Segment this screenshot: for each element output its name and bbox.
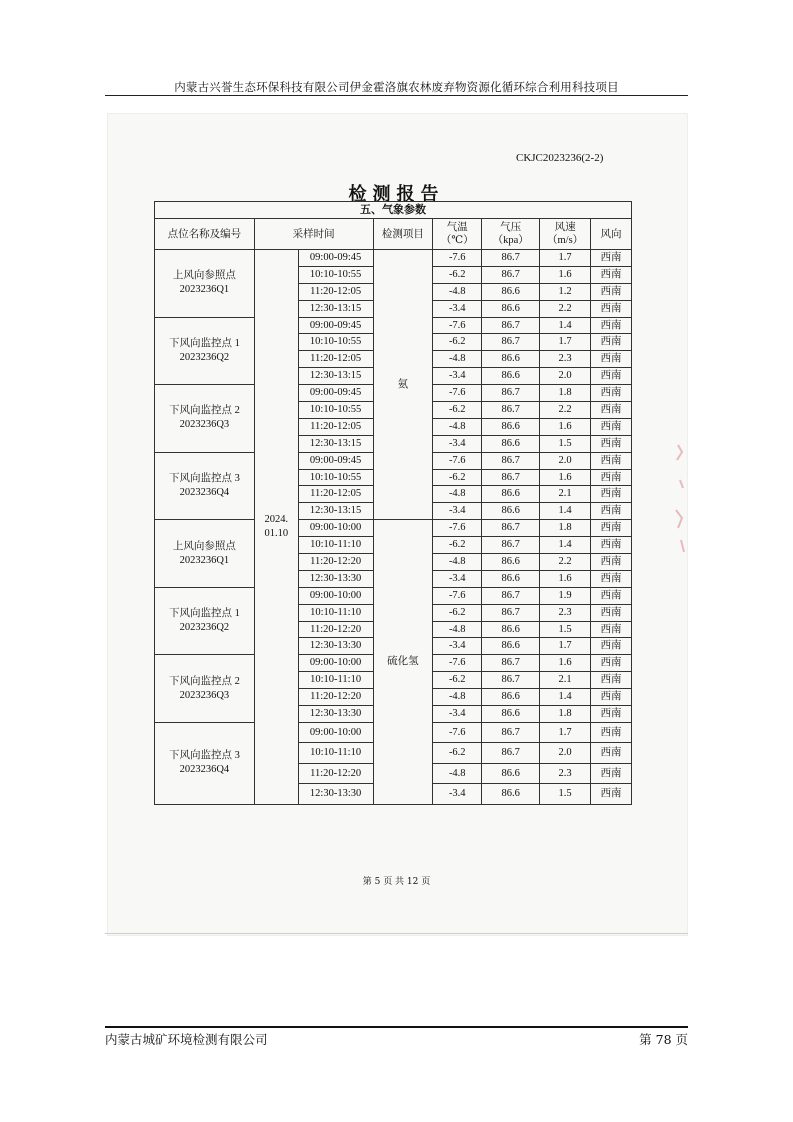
temperature-cell: -3.4 [433,706,482,723]
wind-direction-cell: 西南 [591,655,632,672]
wind-speed-cell: 2.0 [540,452,591,469]
pressure-cell: 86.6 [482,283,540,300]
temperature-cell: -7.6 [433,250,482,267]
wind-speed-cell: 2.0 [540,743,591,764]
sampling-time: 10:10-10:55 [298,334,373,351]
test-item: 硫化氢 [373,520,433,805]
sampling-time: 09:00-10:00 [298,655,373,672]
temperature-cell: -7.6 [433,655,482,672]
temperature-cell: -3.4 [433,784,482,805]
pressure-cell: 86.6 [482,784,540,805]
pressure-cell: 86.6 [482,706,540,723]
temperature-cell: -7.6 [433,385,482,402]
column-header: 点位名称及编号 [155,219,255,250]
temperature-cell: -3.4 [433,638,482,655]
temperature-cell: -6.2 [433,743,482,764]
wind-direction-cell: 西南 [591,283,632,300]
sampling-point-name: 下风向监控点 2 2023236Q3 [155,655,255,723]
temperature-cell: -6.2 [433,469,482,486]
pressure-cell: 86.7 [482,452,540,469]
temperature-cell: -7.6 [433,452,482,469]
column-header: 气压 （kpa） [482,219,540,250]
column-header: 风速 （m/s） [540,219,591,250]
wind-direction-cell: 西南 [591,368,632,385]
pressure-cell: 86.6 [482,486,540,503]
sampling-time: 10:10-11:10 [298,537,373,554]
table-row [155,250,632,267]
sampling-time: 11:20-12:05 [298,351,373,368]
wind-direction-cell: 西南 [591,452,632,469]
sampling-time: 12:30-13:30 [298,784,373,805]
wind-direction-cell: 西南 [591,604,632,621]
pressure-cell: 86.7 [482,469,540,486]
temperature-cell: -7.6 [433,317,482,334]
wind-direction-cell: 西南 [591,689,632,706]
temperature-cell: -3.4 [433,503,482,520]
header-rule [105,95,688,96]
wind-direction-cell: 西南 [591,706,632,723]
pressure-cell: 86.6 [482,621,540,638]
wind-speed-cell: 1.5 [540,784,591,805]
wind-direction-cell: 西南 [591,469,632,486]
test-item: 氨 [373,250,433,520]
scan-edge [105,933,688,934]
wind-speed-cell: 1.8 [540,520,591,537]
pressure-cell: 86.6 [482,689,540,706]
sampling-point-name: 下风向监控点 2 2023236Q3 [155,385,255,453]
sampling-point-name: 上风向参照点 2023236Q1 [155,520,255,588]
sampling-time: 12:30-13:15 [298,368,373,385]
temperature-cell: -4.8 [433,486,482,503]
pressure-cell: 86.7 [482,520,540,537]
temperature-cell: -3.4 [433,435,482,452]
sampling-time: 10:10-11:10 [298,672,373,689]
wind-speed-cell: 1.8 [540,385,591,402]
wind-speed-cell: 1.8 [540,706,591,723]
meteorological-parameters-table [154,201,632,805]
temperature-cell: -3.4 [433,300,482,317]
sampling-time: 10:10-10:55 [298,402,373,419]
sampling-time: 11:20-12:20 [298,763,373,784]
sampling-time: 10:10-11:10 [298,604,373,621]
sampling-time: 11:20-12:05 [298,486,373,503]
temperature-cell: -7.6 [433,722,482,743]
pressure-cell: 86.6 [482,300,540,317]
temperature-cell: -7.6 [433,587,482,604]
wind-speed-cell: 1.5 [540,435,591,452]
pressure-cell: 86.7 [482,743,540,764]
sampling-time: 12:30-13:15 [298,435,373,452]
column-header: 采样时间 [254,219,373,250]
temperature-cell: -6.2 [433,537,482,554]
table-row [155,520,632,537]
temperature-cell: -4.8 [433,554,482,571]
wind-direction-cell: 西南 [591,486,632,503]
sampling-time: 12:30-13:30 [298,638,373,655]
temperature-cell: -4.8 [433,621,482,638]
pressure-cell: 86.6 [482,368,540,385]
sampling-time: 11:20-12:20 [298,621,373,638]
sampling-time: 09:00-10:00 [298,520,373,537]
pressure-cell: 86.6 [482,638,540,655]
sampling-time: 09:00-10:00 [298,722,373,743]
report-title: 检测报告 [348,184,445,205]
pressure-cell: 86.7 [482,537,540,554]
wind-direction-cell: 西南 [591,621,632,638]
wind-direction-cell: 西南 [591,763,632,784]
report-page-indicator: 第 5 页 共 12 页 [362,877,431,887]
wind-direction-cell: 西南 [591,503,632,520]
sampling-point-name: 下风向监控点 3 2023236Q4 [155,452,255,520]
wind-speed-cell: 1.6 [540,266,591,283]
sampling-time: 09:00-09:45 [298,452,373,469]
sampling-time: 09:00-09:45 [298,317,373,334]
wind-speed-cell: 2.2 [540,554,591,571]
sampling-time: 11:20-12:05 [298,418,373,435]
wind-speed-cell: 1.4 [540,317,591,334]
column-header: 气温 （℃） [433,219,482,250]
wind-direction-cell: 西南 [591,250,632,267]
sampling-time: 10:10-10:55 [298,266,373,283]
wind-speed-cell: 1.7 [540,250,591,267]
sampling-time: 09:00-09:45 [298,250,373,267]
wind-speed-cell: 1.2 [540,283,591,300]
sampling-time: 11:20-12:05 [298,283,373,300]
wind-direction-cell: 西南 [591,554,632,571]
footer-rule [105,1026,688,1028]
wind-speed-cell: 2.3 [540,763,591,784]
wind-speed-cell: 1.9 [540,587,591,604]
wind-speed-cell: 1.4 [540,689,591,706]
wind-direction-cell: 西南 [591,300,632,317]
temperature-cell: -4.8 [433,763,482,784]
wind-direction-cell: 西南 [591,743,632,764]
wind-direction-cell: 西南 [591,418,632,435]
wind-direction-cell: 西南 [591,385,632,402]
pressure-cell: 86.6 [482,570,540,587]
column-header: 风向 [591,219,632,250]
pressure-cell: 86.6 [482,418,540,435]
pressure-cell: 86.7 [482,402,540,419]
temperature-cell: -6.2 [433,604,482,621]
temperature-cell: -6.2 [433,334,482,351]
pressure-cell: 86.7 [482,604,540,621]
pressure-cell: 86.6 [482,435,540,452]
sampling-time: 09:00-09:45 [298,385,373,402]
temperature-cell: -4.8 [433,351,482,368]
wind-speed-cell: 2.0 [540,368,591,385]
pressure-cell: 86.7 [482,385,540,402]
pressure-cell: 86.6 [482,503,540,520]
wind-speed-cell: 2.1 [540,486,591,503]
wind-direction-cell: 西南 [591,402,632,419]
wind-direction-cell: 西南 [591,435,632,452]
pressure-cell: 86.6 [482,351,540,368]
sampling-point-name: 上风向参照点 2023236Q1 [155,250,255,318]
wind-speed-cell: 1.6 [540,418,591,435]
wind-speed-cell: 1.6 [540,655,591,672]
sampling-time: 09:00-10:00 [298,587,373,604]
seal-stamp-fragment [670,440,688,560]
temperature-cell: -6.2 [433,402,482,419]
pressure-cell: 86.7 [482,587,540,604]
pressure-cell: 86.7 [482,266,540,283]
footer-company: 内蒙古城矿环境检测有限公司 [105,1032,268,1047]
wind-speed-cell: 2.1 [540,672,591,689]
pressure-cell: 86.6 [482,763,540,784]
wind-direction-cell: 西南 [591,520,632,537]
document-header-title: 内蒙古兴誉生态环保科技有限公司伊金霍洛旗农林废弃物资源化循环综合利用科技项目 [174,80,619,94]
wind-speed-cell: 2.2 [540,402,591,419]
sampling-point-name: 下风向监控点 3 2023236Q4 [155,722,255,804]
temperature-cell: -6.2 [433,266,482,283]
wind-direction-cell: 西南 [591,722,632,743]
footer-page-number: 第 78 页 [639,1032,688,1047]
wind-direction-cell: 西南 [591,570,632,587]
wind-speed-cell: 1.7 [540,334,591,351]
pressure-cell: 86.7 [482,672,540,689]
wind-speed-cell: 1.7 [540,638,591,655]
wind-speed-cell: 2.3 [540,351,591,368]
sampling-date: 2024. 01.10 [254,250,298,805]
wind-speed-cell: 1.6 [540,469,591,486]
pressure-cell: 86.7 [482,250,540,267]
column-header: 检测项目 [373,219,433,250]
sampling-point-name: 下风向监控点 1 2023236Q2 [155,587,255,655]
report-code: CKJC2023236(2-2) [516,152,604,164]
section-title: 五、气象参数 [155,202,632,219]
sampling-time: 12:30-13:30 [298,706,373,723]
temperature-cell: -3.4 [433,570,482,587]
wind-speed-cell: 2.3 [540,604,591,621]
wind-direction-cell: 西南 [591,266,632,283]
wind-direction-cell: 西南 [591,351,632,368]
pressure-cell: 86.7 [482,317,540,334]
sampling-time: 11:20-12:20 [298,689,373,706]
pressure-cell: 86.7 [482,722,540,743]
temperature-cell: -4.8 [433,689,482,706]
temperature-cell: -3.4 [433,368,482,385]
wind-direction-cell: 西南 [591,334,632,351]
pressure-cell: 86.7 [482,655,540,672]
wind-speed-cell: 1.6 [540,570,591,587]
wind-speed-cell: 2.2 [540,300,591,317]
wind-direction-cell: 西南 [591,784,632,805]
pressure-cell: 86.6 [482,554,540,571]
sampling-point-name: 下风向监控点 1 2023236Q2 [155,317,255,385]
temperature-cell: -7.6 [433,520,482,537]
sampling-time: 10:10-11:10 [298,743,373,764]
sampling-time: 12:30-13:15 [298,300,373,317]
wind-direction-cell: 西南 [591,672,632,689]
temperature-cell: -4.8 [433,283,482,300]
temperature-cell: -6.2 [433,672,482,689]
wind-direction-cell: 西南 [591,317,632,334]
sampling-time: 11:20-12:20 [298,554,373,571]
wind-direction-cell: 西南 [591,537,632,554]
sampling-time: 12:30-13:15 [298,503,373,520]
sampling-time: 12:30-13:30 [298,570,373,587]
sampling-time: 10:10-10:55 [298,469,373,486]
wind-speed-cell: 1.5 [540,621,591,638]
wind-direction-cell: 西南 [591,638,632,655]
wind-speed-cell: 1.7 [540,722,591,743]
wind-direction-cell: 西南 [591,587,632,604]
pressure-cell: 86.7 [482,334,540,351]
temperature-cell: -4.8 [433,418,482,435]
wind-speed-cell: 1.4 [540,503,591,520]
wind-speed-cell: 1.4 [540,537,591,554]
